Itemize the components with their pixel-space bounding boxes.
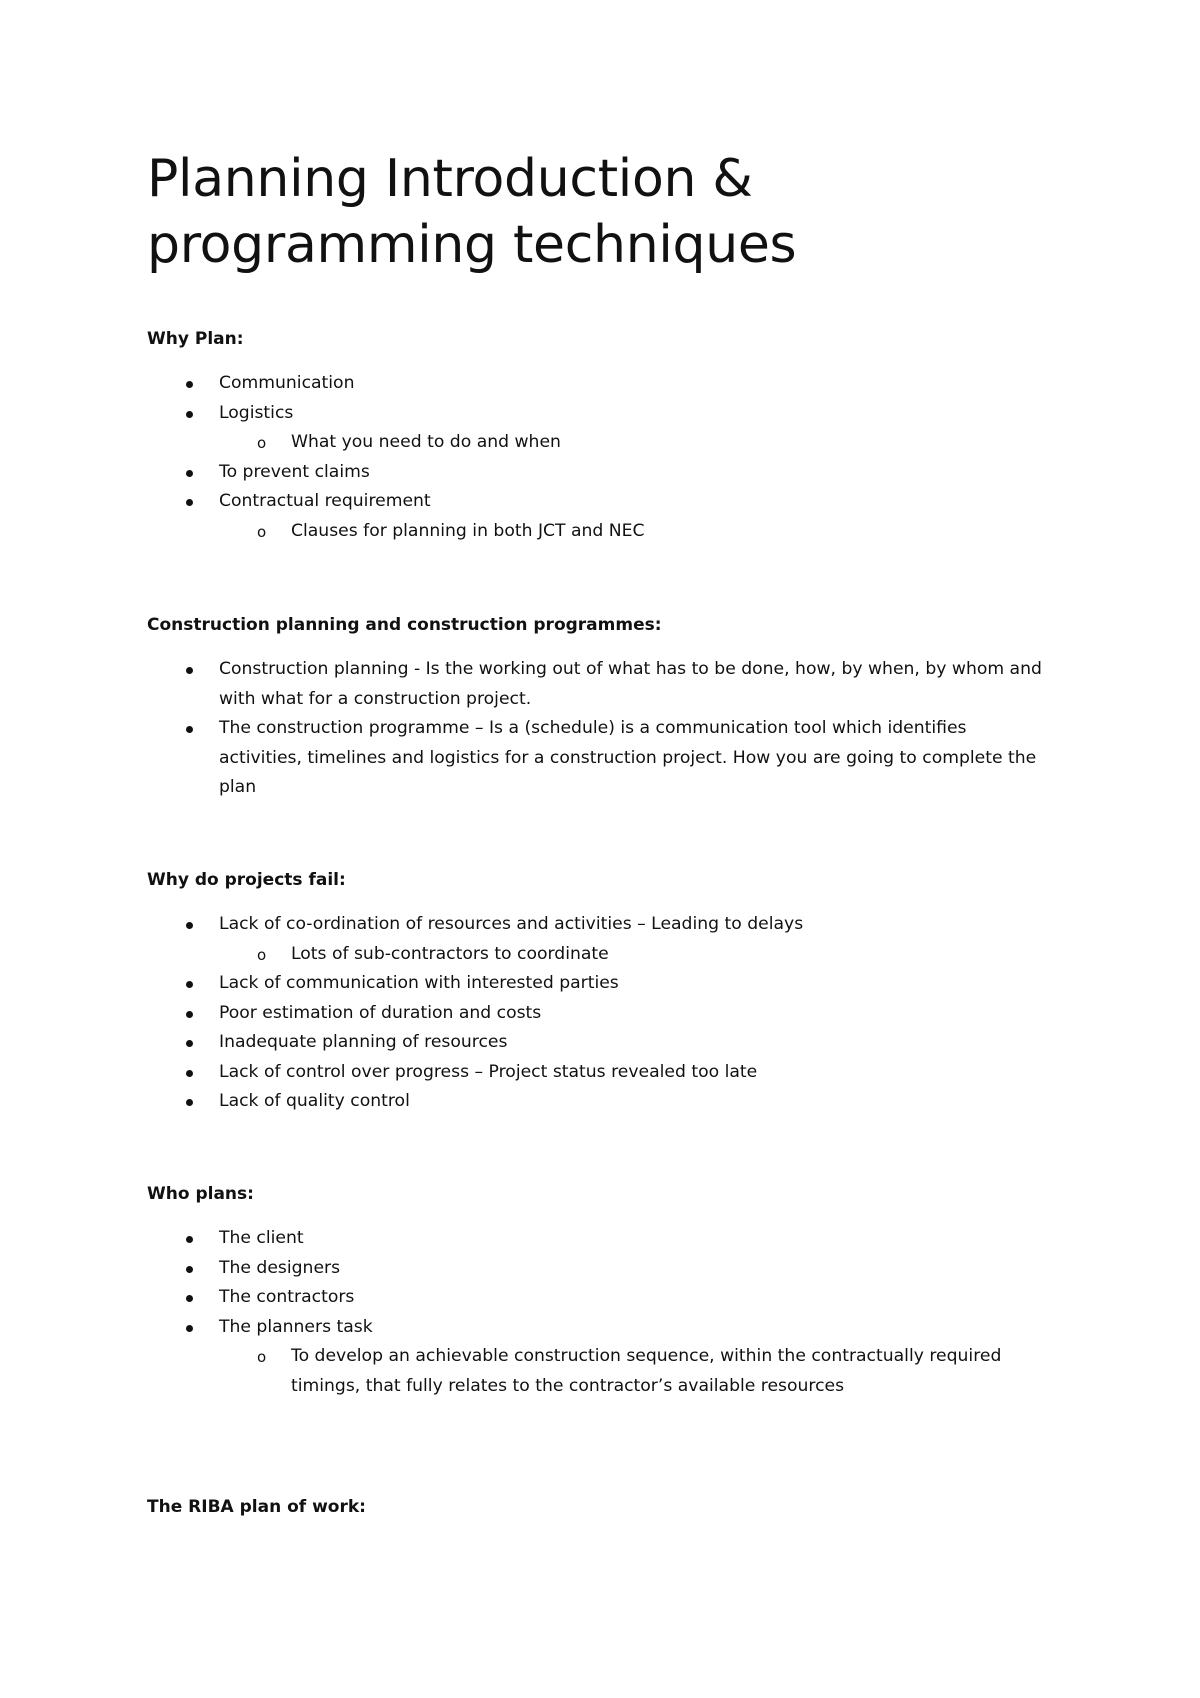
- sub-list: [219, 1342, 1047, 1401]
- sub-list-item-text: Clauses for planning in both JCT and NEC: [291, 520, 645, 541]
- list-item: [147, 1313, 1047, 1402]
- list-item-text: The planners task: [219, 1316, 373, 1337]
- list-construction-planning: [147, 655, 1047, 803]
- bullet-icon: [186, 922, 193, 929]
- bullet-icon: [186, 470, 193, 477]
- list-item-text: Contractual requirement: [219, 491, 431, 511]
- list-item-text: Communication: [219, 373, 355, 393]
- bullet-icon: [186, 1099, 193, 1106]
- list-item-text: Inadequate planning of resources: [219, 1032, 508, 1052]
- list-item-text: Lack of co-ordination of resources and activities – Leading to delays: [219, 914, 804, 934]
- sub-list-item: [219, 940, 1047, 970]
- section-heading-construction-planning: Construction planning and construction programmes:: [147, 615, 662, 635]
- bullet-icon: [186, 1266, 193, 1273]
- list-item: [147, 1087, 1047, 1117]
- circle-bullet-icon: o: [257, 434, 267, 452]
- list-item: [147, 910, 1047, 969]
- list-who-plans: [147, 1224, 1047, 1401]
- sub-list: [219, 428, 1047, 458]
- list-item: [147, 999, 1047, 1029]
- circle-bullet-icon: o: [257, 522, 267, 541]
- list-item-text: The construction programme – Is a (schedule) is a communication tool which identifies activities, timelines and logistics for a construction project. How you are going to complete the plan: [219, 718, 1037, 797]
- section-heading-why-projects-fail: Why do projects fail:: [147, 870, 346, 890]
- list-item: [147, 714, 1047, 803]
- list-item-text: Logistics: [219, 402, 294, 423]
- list-item-text: Construction planning - Is the working out of what has to be done, how, by when, by whom and with what for a construction project.: [219, 659, 1042, 709]
- sub-list: [219, 940, 1047, 970]
- bullet-icon: [186, 381, 193, 388]
- list-item: [147, 1283, 1047, 1313]
- bullet-icon: [186, 981, 193, 988]
- sub-list-item-text: Lots of sub-contractors to coordinate: [291, 943, 609, 964]
- sub-list-item: [219, 517, 1047, 547]
- list-item: [147, 369, 1047, 399]
- list-item-text: Lack of quality control: [219, 1091, 410, 1111]
- bullet-icon: [186, 411, 193, 418]
- list-why-projects-fail: [147, 910, 1047, 1117]
- page-title: Planning Introduction & programming techniques: [147, 149, 797, 275]
- sub-list-item-text: What you need to do and when: [291, 432, 561, 452]
- list-item: [147, 399, 1047, 458]
- section-heading-why-plan: Why Plan:: [147, 329, 244, 349]
- bullet-icon: [186, 1236, 193, 1243]
- sub-list-item: [219, 428, 1047, 458]
- list-item-text: Poor estimation of duration and costs: [219, 1002, 542, 1023]
- sub-list-item-text: To develop an achievable construction sequence, within the contractually required timings, that fully relates to the contractor’s available resources: [291, 1346, 1002, 1396]
- section-heading-who-plans: Who plans:: [147, 1184, 254, 1204]
- list-item: [147, 487, 1047, 546]
- list-item-text: Lack of communication with interested parties: [219, 973, 619, 993]
- circle-bullet-icon: o: [257, 945, 267, 964]
- list-item: [147, 458, 1047, 488]
- bullet-icon: [186, 499, 193, 506]
- bullet-icon: [186, 667, 193, 674]
- list-item-text: The client: [219, 1228, 304, 1248]
- list-item: [147, 1224, 1047, 1254]
- list-item-text: The contractors: [219, 1287, 355, 1307]
- list-item: [147, 1058, 1047, 1088]
- bullet-icon: [186, 1070, 193, 1077]
- list-item-text: The designers: [219, 1257, 341, 1278]
- list-why-plan: [147, 369, 1047, 546]
- bullet-icon: [186, 1040, 193, 1047]
- list-item-text: Lack of control over progress – Project status revealed too late: [219, 1061, 758, 1082]
- list-item-text: To prevent claims: [219, 461, 370, 482]
- list-item: [147, 969, 1047, 999]
- bullet-icon: [186, 1011, 193, 1018]
- list-item: [147, 1028, 1047, 1058]
- bullet-icon: [186, 726, 193, 733]
- list-item: [147, 1254, 1047, 1284]
- list-item: [147, 655, 1047, 714]
- sub-list-item: [219, 1342, 1047, 1401]
- bullet-icon: [186, 1295, 193, 1302]
- section-heading-riba-plan: The RIBA plan of work:: [147, 1497, 366, 1517]
- circle-bullet-icon: o: [257, 1348, 267, 1366]
- sub-list: [219, 517, 1047, 547]
- bullet-icon: [186, 1325, 193, 1332]
